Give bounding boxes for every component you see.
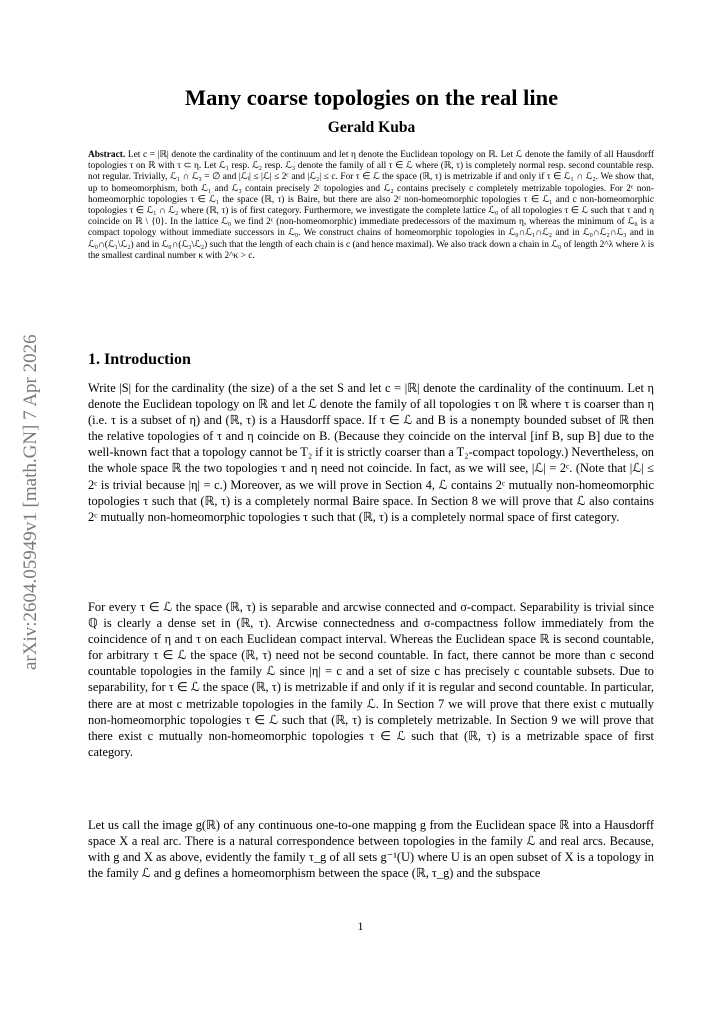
paragraph: Write |S| for the cardinality (the size) of a the set S and let c = |ℝ| denote the cardinality of the continuum. Let η denote the Euclidean topology on ℝ and let ℒ denote the family of all topologies τ on ℝ where τ is coarser than η (i.e. τ is a subset of η) and (ℝ, τ) is a Hausdorff space. If τ ∈ ℒ and B is a nonempty bounded subset of ℝ then the relative topologies of τ and η coincide on B. (Because they coincide on the interval [inf B, sup B] due to the well-known fact that a topology cannot be T₂ if it is strictly coarser than a T₂-compact topology.) Nevertheless, on the whole space ℝ the two topologies τ and η need not coincide. In fact, as we will see, |ℒ| = 2ᶜ. (Note that |ℒ| ≤ 2ᶜ is trivial because |η| = c.) Moreover, as we will prove in Section 4, ℒ contains 2ᶜ mutually non-homeomorphic topologies τ such that (ℝ, τ) is a completely normal Baire space. In Section 8 we will prove that ℒ also contains 2ᶜ mutually non-homeomorphic topologies τ such that (ℝ, τ) is a completely normal space of first category.: [88, 381, 654, 524]
abstract: [88, 150, 654, 262]
paper-author: Gerald Kuba: [327, 119, 416, 136]
paragraph: For every τ ∈ ℒ the space (ℝ, τ) is separable and arcwise connected and σ-compact. Separability is trivial since ℚ is clearly a dense set in (ℝ, τ). Arcwise connectedness and σ-compactness follow immediately from the coincidence of η and τ on each Euclidean compact interval. Whereas the Euclidean space ℝ is second countable, for arbitrary τ ∈ ℒ the space (ℝ, τ) need not be second countable. In fact, there cannot be more than c second countable topologies in the family ℒ since |η| = c and a set of size c has precisely c countable subsets. Due to separability, for τ ∈ ℒ the space (ℝ, τ) is metrizable if and only if it is regular and second countable. In particular, there are at most c metrizable topologies in the family ℒ. In Section 7 we will prove that there exist c mutually non-homeomorphic topologies τ ∈ ℒ such that (ℝ, τ) is completely metrizable. In Section 9 we will prove that there exist c mutually non-homeomorphic topologies τ ∈ ℒ such that (ℝ, τ) is a metrizable space of first category.: [88, 600, 654, 759]
paragraph: Let us call the image g(ℝ) of any continuous one-to-one mapping g from the Euclidean space ℝ into a Hausdorff space X a real arc. There is a natural correspondence between topologies in the family ℒ and real arcs. Because, with g and X as above, evidently the family τ_g of all sets g⁻¹(U) where U is an open subset of X is a topology in the family ℒ and g defines a homeomorphism between the space (ℝ, τ_g) and the subspace: [88, 818, 654, 881]
arxiv-sidebar-stamp: [14, 290, 50, 670]
paper-title: Many coarse topologies on the real line: [184, 85, 559, 110]
arxiv-identifier: arXiv:2604.05949v1 [math.GN] 7 Apr 2026: [20, 334, 41, 670]
section-heading: 1. Introduction: [88, 351, 191, 368]
abstract-text: Let c = |ℝ| denote the cardinality of the continuum and let η denote the Euclidean topology on ℝ. Let ℒ denote the family of all Hausdorff topologies τ on ℝ with τ ⊂ η. Let ℒ₁ resp. ℒ₂ resp. ℒ₃ denote the family of all τ ∈ ℒ where (ℝ, τ) is completely normal resp. second countable resp. not regular. Trivially, ℒ₁ ∩ ℒ₃ = ∅ and |ℒᵢ| ≤ |ℒ| ≤ 2ᶜ and |ℒ₂| ≤ c. For τ ∈ ℒ the space (ℝ, τ) is metrizable if and only if τ ∈ ℒ₁ ∩ ℒ₂. We show that, up to homeomorphism, both ℒ₁ and ℒ₃ contain precisely 2ᶜ topologies and ℒ₂ contains precisely c completely metrizable topologies. For 2ᶜ non-homeomorphic topologies τ ∈ ℒ₁ the space (ℝ, τ) is Baire, but there are also 2ᶜ non-homeomorphic topologies τ ∈ ℒ₁ and c non-homeomorphic topologies τ ∈ ℒ₁ ∩ ℒ₂ where (ℝ, τ) is of first category. Furthermore, we investigate the complete lattice ℒ₀ of all topologies τ ∈ ℒ such that τ and η coincide on ℝ \ {0}. In the lattice ℒ₀ we find 2ᶜ (non-homeomorphic) immediate predecessors of the maximum η, whereas the minimum of ℒ₀ is a compact topology without immediate successors in ℒ₀. We construct chains of homeomorphic topologies in ℒ₀∩ℒ₁∩ℒ₂ and in ℒ₀∩ℒ₂∩ℒ₃ and in ℒ₀∩(ℒ₁\ℒ₂) and in ℒ₀∩(ℒ₃\ℒ₂) such that the length of each chain is c (and hence maximal). We also track down a chain in ℒ₀ of length 2^λ where λ is the smallest cardinal number κ with 2^κ > c.: [88, 150, 654, 261]
page-number: 1: [357, 919, 364, 933]
abstract-label: Abstract.: [88, 150, 126, 160]
